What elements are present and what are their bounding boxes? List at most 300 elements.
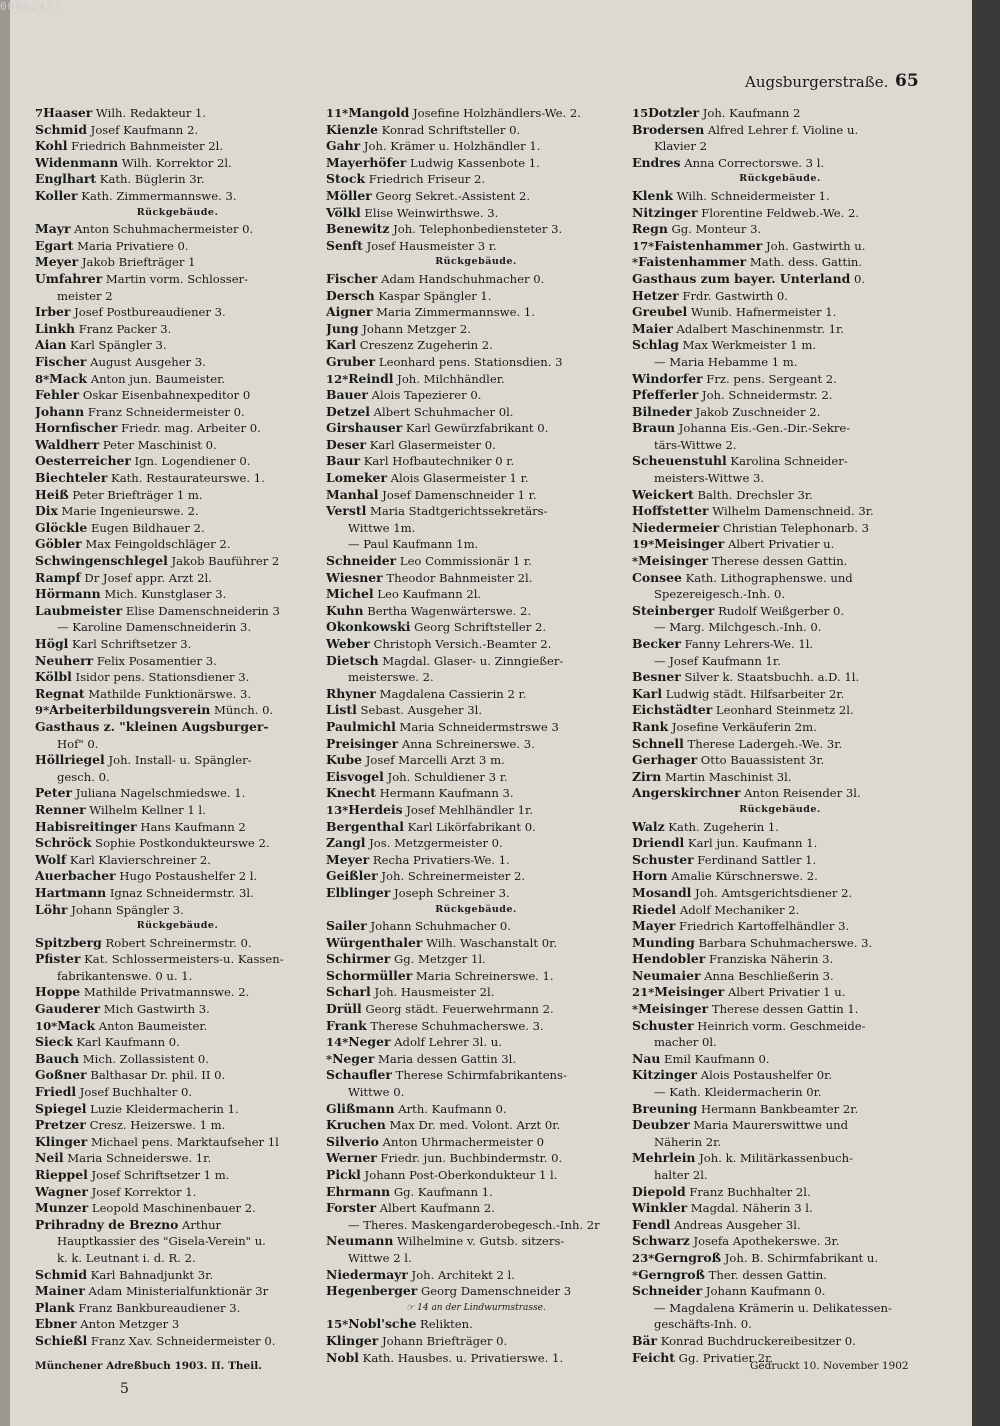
directory-entry <box>326 404 626 421</box>
entry-same-surname: — Maria Hebamme 1 m. <box>654 354 798 369</box>
resident-surname: Schaufler <box>326 1067 392 1083</box>
directory-entry <box>632 636 928 653</box>
resident-details: Sophie Postkondukteurswe 2. <box>91 836 270 851</box>
directory-entry <box>326 1150 626 1167</box>
resident-surname: Mehrlein <box>632 1150 696 1166</box>
resident-surname: Steinberger <box>632 602 715 618</box>
directory-entry <box>35 1051 320 1068</box>
house-number: 23* <box>632 1250 655 1265</box>
resident-details: Kath. Hausbes. u. Privatierswe. 1. <box>358 1350 564 1365</box>
directory-entry <box>326 852 626 869</box>
resident-details: Konrad Buchdruckereibesitzer 0. <box>657 1333 856 1348</box>
directory-entry <box>632 686 928 703</box>
directory-entry <box>35 885 320 902</box>
resident-details: Albert Schuhmacher 0l. <box>369 404 514 419</box>
section-heading: Rückgebäude. <box>739 173 821 185</box>
resident-surname: Hartmann <box>35 884 107 900</box>
resident-details: Adalbert Maschinenmstr. 1r. <box>672 321 844 336</box>
section-heading: Rückgebäude. <box>136 920 219 932</box>
resident-details: Joh. Kaufmann 2 <box>699 106 801 120</box>
directory-entry <box>632 188 928 205</box>
resident-details: Anton Metzger 3 <box>76 1317 180 1332</box>
resident-surname: Auerbacher <box>35 868 116 884</box>
resident-details: Josef Schriftsetzer 1 m. <box>87 1168 230 1182</box>
directory-entry <box>326 503 626 520</box>
directory-entry <box>632 951 928 968</box>
directory-entry <box>35 852 320 869</box>
resident-surname: Högl <box>35 636 69 651</box>
directory-entry <box>326 1283 626 1300</box>
entry-same-surname: — Josef Kaufmann 1r. <box>654 653 781 668</box>
resident-surname: Schneider <box>326 553 397 569</box>
directory-entry <box>632 238 928 255</box>
directory-entry <box>326 1134 626 1151</box>
resident-surname: Schmid <box>35 1266 87 1282</box>
resident-details: Otto Bauassistent 3r. <box>697 753 825 768</box>
directory-entry <box>632 321 928 338</box>
resident-surname: Sieck <box>35 1034 73 1050</box>
resident-surname: Goßner <box>35 1067 87 1083</box>
resident-details: Johann Kaufmann 0. <box>702 1284 826 1299</box>
resident-surname: Okonkowski <box>326 619 411 635</box>
directory-entry <box>326 1117 626 1134</box>
resident-details: Josef Kaufmann 2. <box>86 122 199 137</box>
resident-details: Relikten. <box>416 1317 473 1332</box>
resident-surname: Schießl <box>35 1332 88 1348</box>
resident-details: Johann Briefträger 0. <box>378 1333 508 1348</box>
resident-details: Friedr. mag. Arbeiter 0. <box>117 421 261 436</box>
directory-entry <box>35 1117 320 1134</box>
resident-details: Martin vorm. Schlosser- <box>102 271 249 286</box>
resident-details: Friedrich Friseur 2. <box>365 172 486 187</box>
directory-entry <box>35 387 320 404</box>
resident-surname: Preisinger <box>326 735 399 751</box>
directory-entry <box>35 1316 320 1333</box>
resident-details: Silver k. Staatsbuchh. a.D. 1l. <box>680 670 860 685</box>
directory-entry <box>35 1001 320 1018</box>
resident-surname: Kölbl <box>35 669 72 685</box>
entry-continuation: gesch. 0. <box>57 769 110 784</box>
resident-details: Wilh. Korrektor 2l. <box>118 155 232 170</box>
resident-surname: Mayr <box>35 221 71 237</box>
resident-surname: Zirn <box>632 768 662 784</box>
resident-details: Max Werkmeister 1 m. <box>678 338 816 353</box>
resident-details: Johann Spängler 3. <box>67 902 184 917</box>
resident-details: Anton Baumeister. <box>95 1018 208 1033</box>
resident-details: Math. dess. Gattin. <box>746 255 863 270</box>
resident-surname: Hendobler <box>632 951 706 967</box>
resident-details: Maria Schneiderswe. 1r. <box>63 1151 212 1166</box>
resident-details: Frdr. Gastwirth 0. <box>678 288 788 303</box>
directory-entry <box>35 337 320 354</box>
resident-surname: Waldherr <box>35 436 100 452</box>
directory-entry <box>326 636 626 653</box>
directory-entry <box>35 636 320 653</box>
directory-entry <box>35 935 320 952</box>
resident-details: Joh. Milchhändler. <box>393 371 505 386</box>
directory-entry <box>326 1200 626 1217</box>
resident-details: Friedrich Kartoffelhändler 3. <box>675 919 850 934</box>
entry-continuation: Wittwe 0. <box>348 1085 405 1100</box>
resident-details: Albert Privatier u. <box>724 537 835 552</box>
resident-details: Leonhard Steinmetz 2l. <box>712 703 854 718</box>
resident-details: Anton jun. Baumeister. <box>87 371 226 386</box>
directory-entry <box>632 205 928 222</box>
resident-details: Josef Buchhalter 0. <box>76 1085 193 1100</box>
resident-details: Kath. Lithographenswe. und <box>681 570 853 585</box>
resident-surname: Meyer <box>35 254 79 270</box>
resident-surname: Hoppe <box>35 984 81 1000</box>
directory-entry <box>326 1018 626 1035</box>
resident-details: Martin Maschinist 3l. <box>661 769 792 784</box>
directory-entry <box>35 420 320 437</box>
resident-details: Karl Schriftsetzer 3. <box>68 637 192 651</box>
directory-entry <box>35 835 320 852</box>
directory-entry <box>632 1333 928 1350</box>
resident-details: Johann Metzger 2. <box>358 321 471 336</box>
resident-details: Josefine Holzhändlers-We. 2. <box>409 106 581 120</box>
directory-entry <box>35 1018 320 1035</box>
resident-surname: Mayerhöfer <box>326 154 407 170</box>
resident-surname: Girshauser <box>326 420 403 436</box>
resident-details: Adolf Lehrer 3l. u. <box>390 1035 502 1050</box>
resident-surname: Eisvogel <box>326 768 384 784</box>
resident-details: Arth. Kaufmann 0. <box>394 1101 507 1116</box>
resident-details: Anna Beschließerin 3. <box>700 968 834 983</box>
resident-surname: Spiegel <box>35 1100 87 1116</box>
directory-entry <box>35 271 320 288</box>
resident-details: Adam Handschuhmacher 0. <box>377 271 545 286</box>
resident-surname: Schnell <box>632 735 684 751</box>
resident-details: Ign. Logendiener 0. <box>130 454 251 469</box>
resident-details: Jakob Zuschneider 2. <box>691 404 821 419</box>
resident-surname: Neger <box>348 1034 391 1050</box>
entry-continuation: fabrikantenswe. 0 u. 1. <box>57 968 193 983</box>
resident-surname: Ebner <box>35 1316 77 1332</box>
directory-entry <box>632 752 928 769</box>
resident-details: Robert Schreinermstr. 0. <box>101 935 252 950</box>
resident-surname: Neger <box>332 1050 375 1066</box>
resident-surname: Hornfischer <box>35 420 118 436</box>
resident-surname: Benewitz <box>326 221 390 237</box>
house-number: 7 <box>35 106 44 120</box>
resident-surname: Elblinger <box>326 884 391 900</box>
directory-entry <box>35 1200 320 1217</box>
resident-details: Josefa Apothekerswe. 3r. <box>689 1234 840 1249</box>
resident-details: Kath. Zimmermannswe. 3. <box>77 188 237 203</box>
resident-details: Franziska Näherin 3. <box>705 952 834 967</box>
directory-entry <box>35 1167 320 1184</box>
directory-entry <box>35 984 320 1001</box>
resident-details: Friedr. jun. Buchbindermstr. 0. <box>376 1151 563 1166</box>
resident-surname: Wiesner <box>326 569 383 585</box>
directory-entry <box>326 1233 626 1250</box>
directory-entry <box>35 785 320 802</box>
entry-same-surname: — Marg. Milchgesch.-Inh. 0. <box>654 620 822 635</box>
resident-details: Magdal. Näherin 3 l. <box>687 1201 813 1216</box>
resident-surname: Aigner <box>326 304 373 320</box>
resident-surname: Stock <box>326 171 366 187</box>
resident-details: Karolina Schneider- <box>726 454 848 469</box>
directory-entry <box>632 503 928 520</box>
directory-entry <box>326 420 626 437</box>
resident-surname: Winkler <box>632 1200 688 1216</box>
directory-entry <box>632 1250 928 1267</box>
house-number: 8* <box>35 371 50 386</box>
directory-entry <box>326 984 626 1001</box>
directory-entry <box>35 1217 320 1234</box>
directory-entry <box>326 122 626 139</box>
directory-entry <box>326 769 626 786</box>
directory-entry <box>632 669 928 686</box>
resident-details: Joh. Schneidermstr. 2. <box>698 388 833 403</box>
resident-details: Frz. pens. Sergeant 2. <box>702 371 837 386</box>
house-number: 12* <box>326 371 349 386</box>
resident-details: Anton Schuhmachermeister 0. <box>70 222 254 237</box>
resident-details: Max Dr. med. Volont. Arzt 0r. <box>385 1118 561 1133</box>
resident-details: Kat. Schlossermeisters-u. Kassen- <box>80 952 284 967</box>
entry-continuation: halter 2l. <box>654 1168 708 1182</box>
resident-details: Kath. Büglerin 3r. <box>96 172 205 187</box>
resident-details: Andreas Ausgeher 3l. <box>670 1217 801 1232</box>
resident-surname: Koller <box>35 187 78 203</box>
resident-surname: Geißler <box>326 868 378 884</box>
resident-details: Alois Postaushelfer 0r. <box>697 1068 833 1083</box>
resident-surname: Gerngroß <box>638 1266 705 1282</box>
directory-entry <box>35 487 320 504</box>
resident-surname: Becker <box>632 636 681 651</box>
directory-entry <box>326 835 626 852</box>
resident-surname: Bär <box>632 1332 658 1348</box>
resident-surname: Windorfer <box>632 370 703 386</box>
directory-entry <box>632 453 928 470</box>
directory-entry <box>326 487 626 504</box>
directory-entry <box>35 171 320 188</box>
resident-surname: Pfefferler <box>632 387 699 403</box>
resident-surname: Driendl <box>632 835 685 851</box>
entry-same-surname: — Paul Kaufmann 1m. <box>348 537 479 552</box>
directory-entry <box>35 503 320 520</box>
resident-surname: Herdeis <box>348 801 403 817</box>
section-heading: Rückgebäude. <box>739 803 821 815</box>
resident-surname: Habisreitinger <box>35 818 137 834</box>
resident-surname: Peter <box>35 785 73 801</box>
directory-entry <box>35 1150 320 1167</box>
resident-surname: Karl <box>326 337 357 353</box>
entry-continuation: meisterswe. 2. <box>348 670 434 685</box>
directory-entry <box>326 553 626 570</box>
resident-surname: Gasthaus z. "kleinen Augsburger- <box>35 718 269 734</box>
resident-surname: Schormüller <box>326 967 413 983</box>
directory-entry <box>632 1184 928 1201</box>
resident-surname: Silverio <box>326 1133 379 1149</box>
resident-details: Joh. B. Schirmfabrikant u. <box>721 1250 879 1265</box>
resident-surname: Neumann <box>326 1233 394 1249</box>
resident-details: Felix Posamentier 3. <box>93 653 217 668</box>
section-heading: Rückgebäude. <box>136 206 219 218</box>
resident-details: Mathilde Privatmannswe. 2. <box>80 985 250 1000</box>
resident-details: Joh. Schuldiener 3 r. <box>383 769 508 784</box>
resident-details: Georg städt. Feuerwehrmann 2. <box>361 1002 554 1017</box>
resident-details: Josef Marcelli Arzt 3 m. <box>362 753 505 768</box>
resident-details: Dr Josef appr. Arzt 2l. <box>80 570 212 585</box>
resident-details: Franz Schneidermeister 0. <box>84 404 245 419</box>
resident-surname: Frank <box>326 1017 367 1033</box>
resident-surname: Meisinger <box>638 553 709 569</box>
directory-entry <box>326 586 626 603</box>
resident-surname: Schwarz <box>632 1233 690 1249</box>
resident-surname: Fischer <box>326 270 378 286</box>
resident-details: Therese dessen Gattin. <box>708 554 848 569</box>
directory-entry <box>326 752 626 769</box>
resident-surname: Aian <box>35 337 67 353</box>
resident-details: Florentine Feldweb.-We. 2. <box>697 205 860 220</box>
resident-surname: Irber <box>35 304 71 320</box>
house-number: 15 <box>632 106 649 120</box>
resident-surname: Meisinger <box>638 1001 709 1017</box>
directory-entry <box>326 138 626 155</box>
resident-details: Wilhelm Damenschneid. 3r. <box>708 504 874 519</box>
resident-details: Christian Telephonarb. 3 <box>719 520 869 535</box>
resident-details: Karl Gewürzfabrikant 0. <box>402 421 549 436</box>
resident-surname: Deser <box>326 436 367 452</box>
directory-entry <box>326 171 626 188</box>
resident-details: Johann Post-Oberkondukteur 1 l. <box>360 1168 558 1182</box>
resident-surname: Nitzinger <box>632 204 698 220</box>
entry-same-surname: — Theres. Maskengarderobegesch.-Inh. 2r <box>348 1217 600 1232</box>
resident-details: Theodor Bahnmeister 2l. <box>382 570 533 585</box>
directory-entry <box>35 1267 320 1284</box>
resident-details: Leo Kaufmann 2l. <box>373 587 482 602</box>
resident-surname: Gahr <box>326 138 361 154</box>
cross-reference-note: ☞ 14 an der Lindwurmstrasse. <box>406 1302 546 1313</box>
directory-entry <box>326 819 626 836</box>
directory-entry <box>632 1067 928 1084</box>
resident-surname: Dersch <box>326 287 375 303</box>
resident-surname: Deubzer <box>632 1117 690 1133</box>
directory-entry <box>632 935 928 952</box>
directory-entry <box>326 1167 626 1184</box>
house-number: * <box>632 1002 639 1017</box>
resident-details: Emil Kaufmann 0. <box>660 1051 770 1066</box>
directory-entry <box>326 304 626 321</box>
resident-surname: Regnat <box>35 685 85 701</box>
resident-surname: Bergenthal <box>326 818 404 834</box>
entry-continuation: Klavier 2 <box>654 139 708 154</box>
directory-entry <box>35 304 320 321</box>
resident-surname: Maier <box>632 320 673 336</box>
resident-surname: Scheuenstuhl <box>632 453 727 469</box>
resident-surname: Nobl <box>326 1349 359 1365</box>
entry-continuation: geschäfts-Inh. 0. <box>654 1317 752 1332</box>
house-number: 11* <box>326 106 349 120</box>
directory-entry <box>326 736 626 753</box>
directory-entry <box>35 520 320 537</box>
resident-details: Marie Ingenieurswe. 2. <box>57 504 199 519</box>
resident-details: Magdal. Glaser- u. Zinngießer- <box>378 653 564 668</box>
directory-entry <box>326 785 626 802</box>
directory-entry <box>632 254 928 271</box>
directory-entry <box>326 653 626 670</box>
resident-surname: Jung <box>326 320 359 336</box>
resident-surname: Göbler <box>35 536 82 552</box>
resident-details: Wunib. Hafnermeister 1. <box>687 305 837 320</box>
resident-surname: Gauderer <box>35 1001 101 1017</box>
resident-surname: Klinger <box>326 1332 379 1348</box>
resident-details: Franz Packer 3. <box>75 321 172 336</box>
column-left <box>35 105 320 1350</box>
resident-surname: Dietsch <box>326 652 379 668</box>
resident-details: Adam Ministerialfunktionär 3r <box>84 1284 269 1299</box>
entry-continuation: Hauptkassier des "Gisela-Verein" u. <box>57 1234 266 1249</box>
directory-entry <box>632 387 928 404</box>
resident-details: Magdalena Cassierin 2 r. <box>375 686 527 701</box>
resident-details: Ferdinand Sattler 1. <box>693 852 817 867</box>
resident-details: Fanny Lehrers-We. 1l. <box>680 637 814 651</box>
resident-details: Balth. Drechsler 3r. <box>693 487 813 502</box>
directory-entry <box>326 918 626 935</box>
resident-surname: Greubel <box>632 304 688 320</box>
resident-details: Elise Damenschneiderin 3 <box>122 603 280 618</box>
resident-surname: Klinger <box>35 1133 88 1149</box>
resident-details: Joh. k. Militärkassenbuch- <box>695 1151 854 1166</box>
directory-entry <box>35 254 320 271</box>
entry-same-surname: — Magdalena Krämerin u. Delikatessen- <box>654 1300 892 1315</box>
resident-details: Barbara Schuhmacherswe. 3. <box>694 935 873 950</box>
resident-details: Münch. 0. <box>210 703 274 718</box>
resident-surname: Niedermeier <box>632 519 720 535</box>
resident-details: Karl Spängler 3. <box>66 338 167 353</box>
resident-details: Alois Tapezierer 0. <box>367 388 482 403</box>
resident-surname: Linkh <box>35 320 76 336</box>
directory-entry <box>632 1018 928 1035</box>
directory-entry <box>35 719 320 736</box>
resident-surname: Regn <box>632 221 668 237</box>
resident-surname: Hörmann <box>35 586 101 602</box>
house-number: * <box>632 1267 639 1282</box>
resident-details: Eugen Bildhauer 2. <box>87 520 205 535</box>
resident-details: Isidor pens. Stationsdiener 3. <box>71 670 250 685</box>
resident-surname: Glöckle <box>35 519 88 535</box>
resident-details: Christoph Versich.-Beamter 2. <box>369 637 552 651</box>
resident-details: Gg. Kaufmann 1. <box>390 1184 493 1199</box>
resident-surname: Bauer <box>326 387 368 403</box>
resident-details: Oskar Eisenbahnexpeditor 0 <box>79 388 251 403</box>
directory-entry <box>326 105 626 122</box>
resident-details: Alfred Lehrer f. Violine u. <box>704 122 859 137</box>
directory-entry <box>35 1101 320 1118</box>
resident-surname: Nobl'sche <box>348 1316 417 1332</box>
directory-entry <box>632 819 928 836</box>
house-number: 13* <box>326 802 349 817</box>
resident-details: Karl jun. Kaufmann 1. <box>684 836 818 851</box>
directory-entry <box>632 337 928 354</box>
resident-details: Anton Uhrmachermeister 0 <box>378 1134 544 1149</box>
resident-surname: Riedel <box>632 901 677 917</box>
resident-surname: Fehler <box>35 387 80 403</box>
directory-entry <box>35 553 320 570</box>
resident-details: Joh. Install- u. Spängler- <box>104 753 252 768</box>
resident-surname: Arbeiterbildungsverein <box>49 702 211 718</box>
directory-entry <box>35 1283 320 1300</box>
resident-surname: Feicht <box>632 1349 675 1365</box>
resident-details: August Ausgeher 3. <box>86 354 206 369</box>
resident-details: Georg Schriftsteller 2. <box>410 620 547 635</box>
resident-details: Ludwig städt. Hilfsarbeiter 2r. <box>662 686 845 701</box>
resident-surname: Nau <box>632 1050 661 1066</box>
resident-surname: Mack <box>57 1017 96 1033</box>
resident-details: Josef Postbureaudiener 3. <box>70 305 226 320</box>
